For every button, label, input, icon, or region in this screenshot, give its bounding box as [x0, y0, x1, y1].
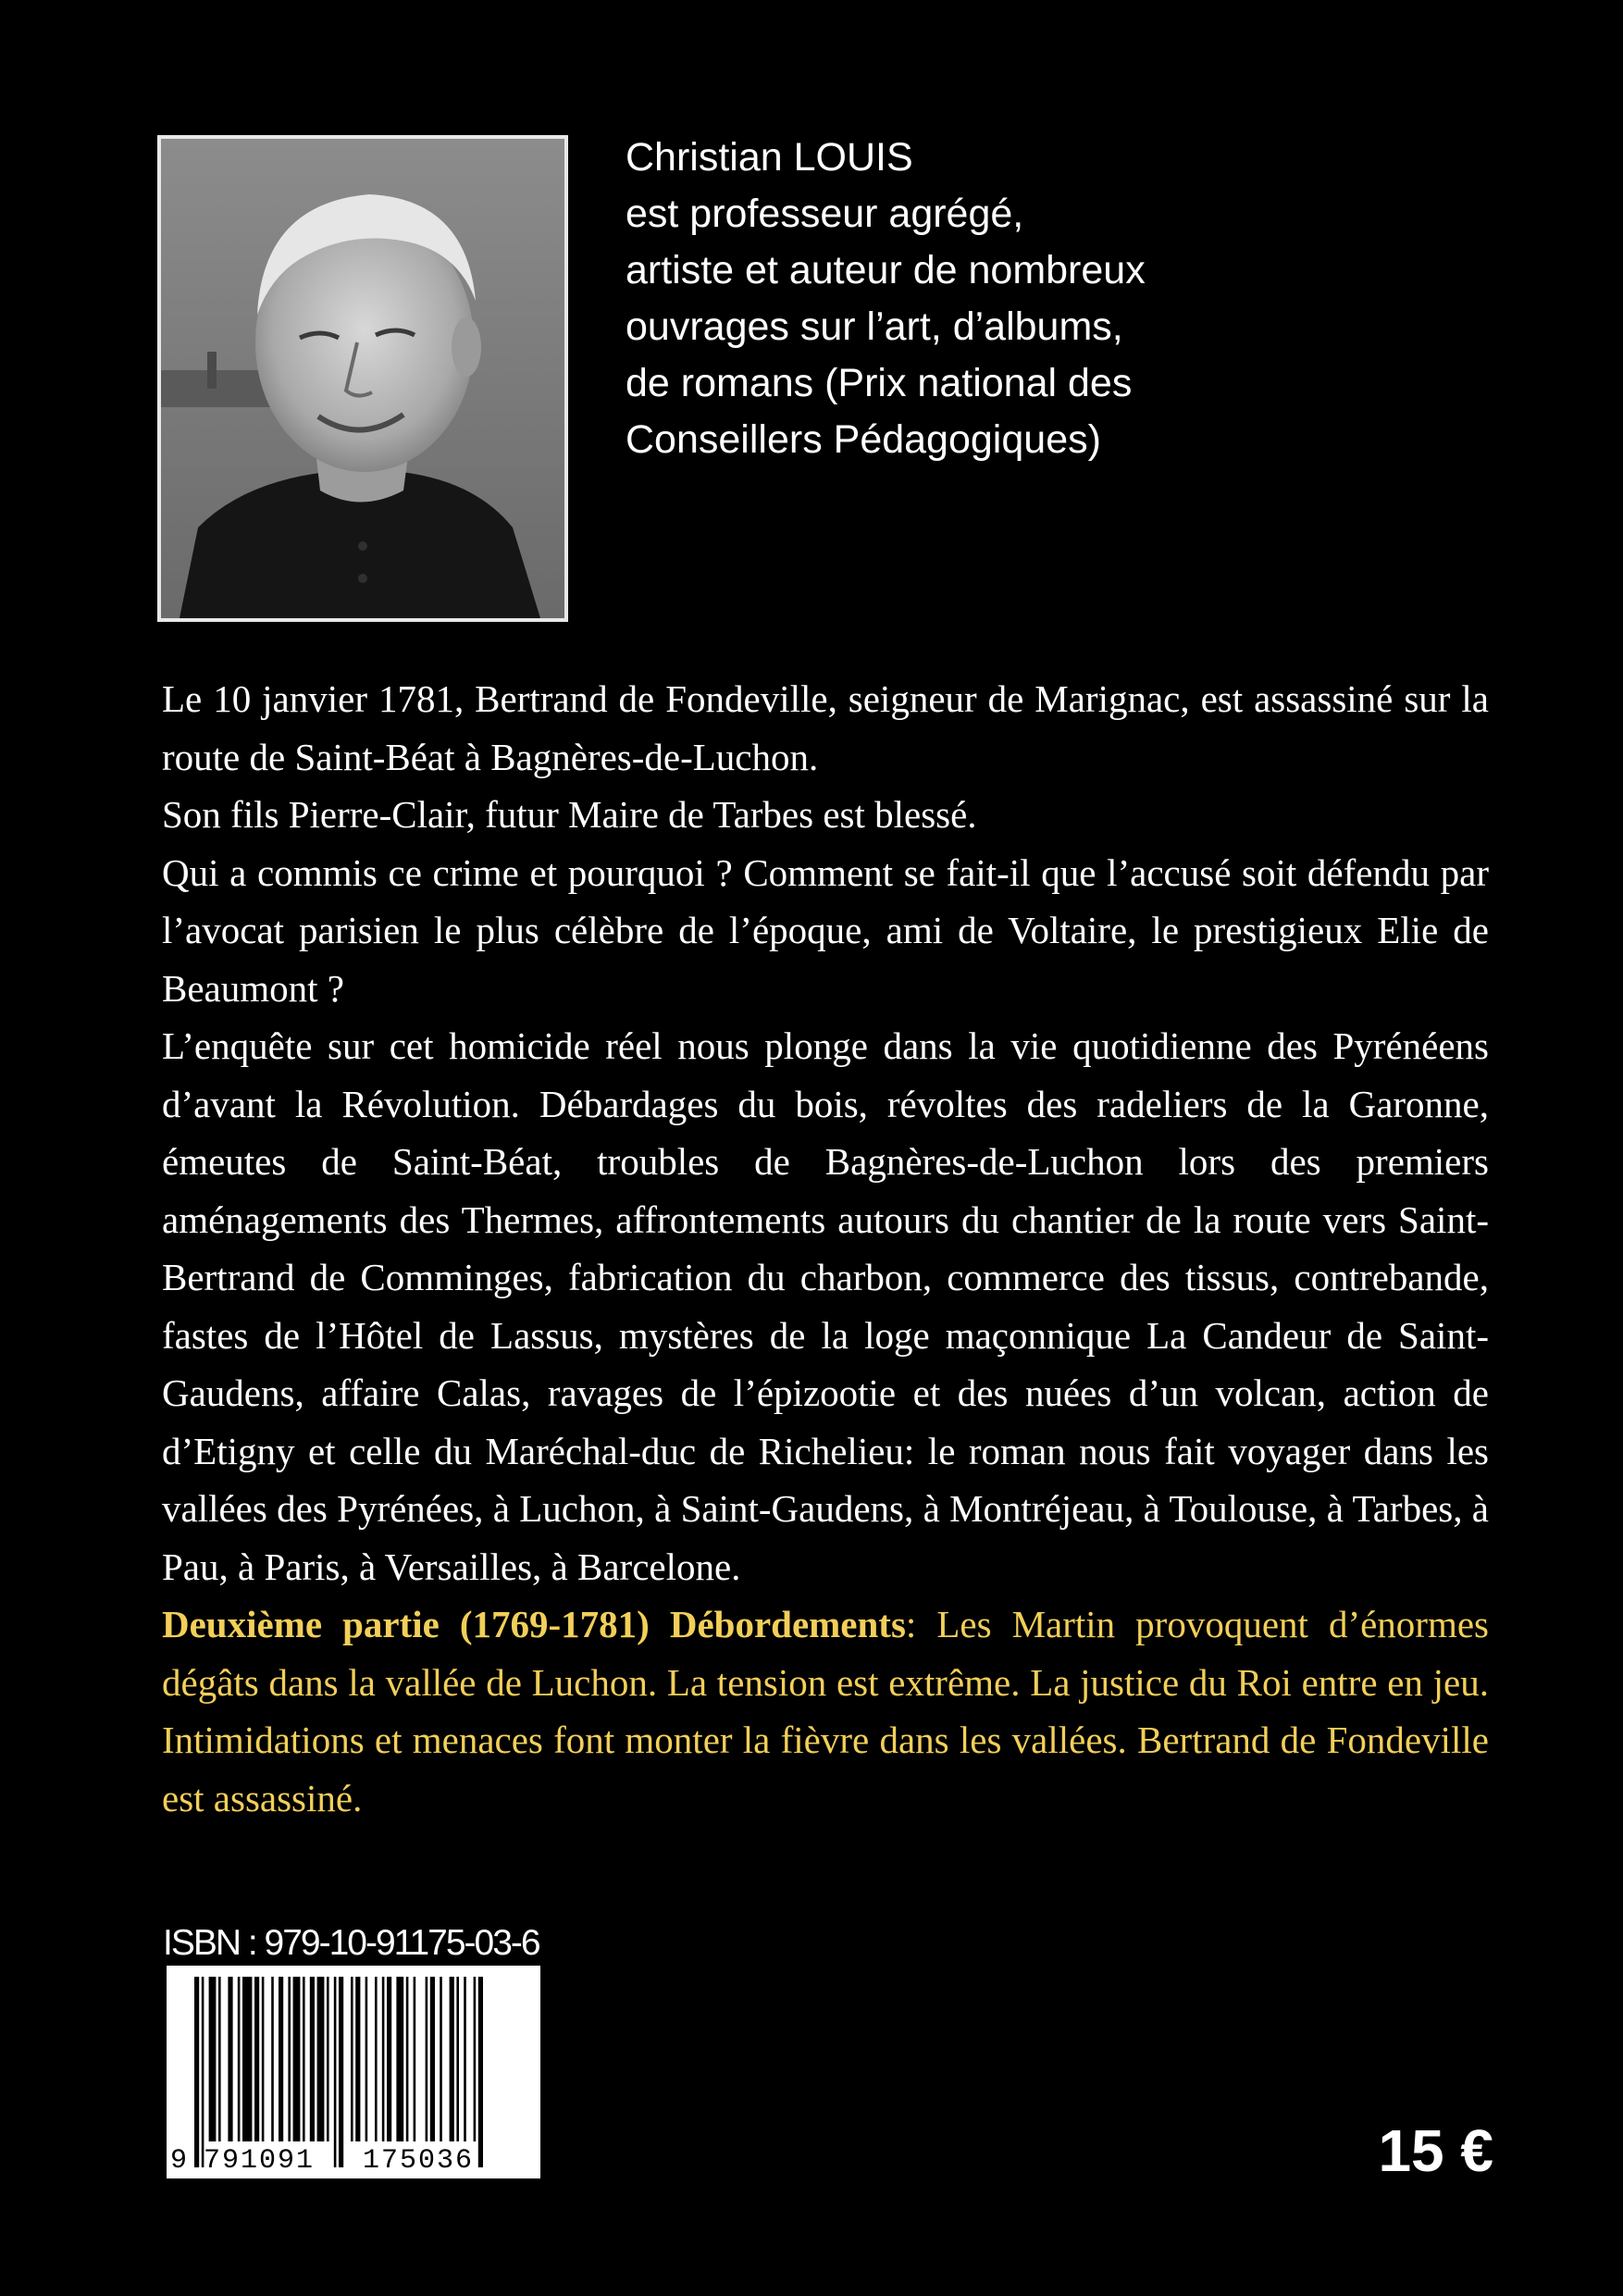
barcode-digits-left: 791091 [204, 2145, 316, 2177]
barcode-bar [228, 1977, 232, 2141]
barcode-bar [218, 1977, 221, 2141]
part-text: : Les Martin provoquent d’énormes dégâts dans la vallée de Luchon. La tension est extrême. La justice du Roi entre en jeu. Intimidations et menaces font monter la fièvre dans les vallées. Bertrand de Fondeville est assassiné. [162, 1603, 1490, 1819]
synopsis-paragraph: Son fils Pierre-Clair, futur Maire de Tarbes est blessé. [162, 793, 977, 836]
barcode-digits [167, 2145, 540, 2177]
barcode-bar [382, 1977, 385, 2141]
barcode-bar [238, 1977, 241, 2141]
barcode-bar [414, 1977, 416, 2141]
barcode-bar [406, 1977, 409, 2141]
barcode-bar [387, 1977, 391, 2141]
barcode-bar [242, 1977, 252, 2141]
author-bio-line: de romans (Prix national des [626, 361, 1133, 405]
part-heading: Deuxième partie (1769-1781) Débordements [162, 1603, 906, 1645]
barcode-bar [202, 1977, 204, 2167]
barcode-bar [478, 1977, 483, 2167]
part-summary [162, 1595, 1489, 1827]
barcode-bar [450, 1977, 454, 2141]
barcode-bar [339, 1977, 343, 2167]
author-bio-line: artiste et auteur de nombreux [626, 248, 1146, 292]
barcode-bar [271, 1977, 274, 2141]
barcode-bar [317, 1977, 325, 2141]
barcode-bar [440, 1977, 442, 2141]
barcode-bar [279, 1977, 283, 2141]
barcode-bar [426, 1977, 428, 2141]
barcode-bar [262, 1977, 265, 2141]
synopsis-paragraph: Le 10 janvier 1781, Bertrand de Fondeville, seigneur de Marignac, est assassiné sur la route de Saint-Béat à Bagnères-de-Luchon. [162, 677, 1489, 778]
barcode-digits-right: 175036 [363, 2145, 475, 2177]
barcode-bar [375, 1977, 378, 2141]
barcode-bar [456, 1977, 459, 2141]
barcode-bar [355, 1977, 360, 2141]
barcode-bar [194, 1977, 199, 2167]
barcode-bar [327, 1977, 329, 2141]
author-bio-line: Christian LOUIS [626, 135, 913, 180]
barcode-bar [474, 1977, 477, 2141]
barcode-digit-first: 9 [170, 2145, 188, 2177]
barcode-bar [209, 1977, 217, 2141]
author-bio-line: ouvrages sur l’art, d’albums, [626, 304, 1123, 349]
barcode-bar [351, 1977, 353, 2141]
isbn-label: ISBN : 979-10-91175-03-6 [163, 1923, 539, 1963]
barcode-bar [464, 1977, 466, 2141]
barcode-bar [334, 1977, 337, 2167]
book-synopsis [162, 670, 1489, 1827]
author-portrait-image [161, 139, 564, 618]
author-bio [626, 130, 1329, 468]
author-bio-line: est professeur agrégé, [626, 192, 1024, 236]
barcode-bar [396, 1977, 403, 2141]
barcode-bar [254, 1977, 259, 2141]
barcode-bar [288, 1977, 291, 2141]
synopsis-paragraph: Qui a commis ce crime et pourquoi ? Comment se fait-il que l’accusé soit défendu par l’avocat parisien le plus célèbre de l’époque, ami de Voltaire, le prestigieux Elie de Beaumont ? [162, 850, 1489, 1010]
barcode-bar [303, 1977, 305, 2141]
author-photo [157, 135, 568, 622]
barcode-bar [365, 1977, 368, 2141]
barcode-bar [310, 1977, 315, 2141]
synopsis-paragraph: L’enquête sur cet homicide réel nous plonge dans la vie quotidienne des Pyrénéens d’avant la Révolution. Débardages du bois, révoltes des radeliers de la Garonne, émeutes de Saint-Béat, troubles de Bagnères-de-Luchon lors des premiers aménagements des Thermes, affrontements autours du chantier de la route vers Saint-Bertrand de Comminges, fabrication du charbon, commerce des tissus, contrebande, fastes de l’Hôtel de Lassus, mystères de la loge maçonnique La Candeur de Saint-Gaudens, affaire Calas, ravages de l’épizootie et des nuées d’un volcan, action de d’Etigny et celle du Maréchal-duc de Richelieu: le roman nous fait voyager dans les vallées des Pyrénées, à Luchon, à Saint-Gaudens, à Montréjeau, à Toulouse, à Tarbes, à Pau, à Paris, à Versailles, à Barcelone. [162, 1024, 1489, 1588]
author-bio-line: Conseillers Pédagogiques) [626, 417, 1101, 462]
barcode-bar [293, 1977, 301, 2141]
price: 15 € [1378, 2117, 1493, 2184]
isbn-barcode [167, 1966, 540, 2178]
barcode-bar [430, 1977, 435, 2141]
